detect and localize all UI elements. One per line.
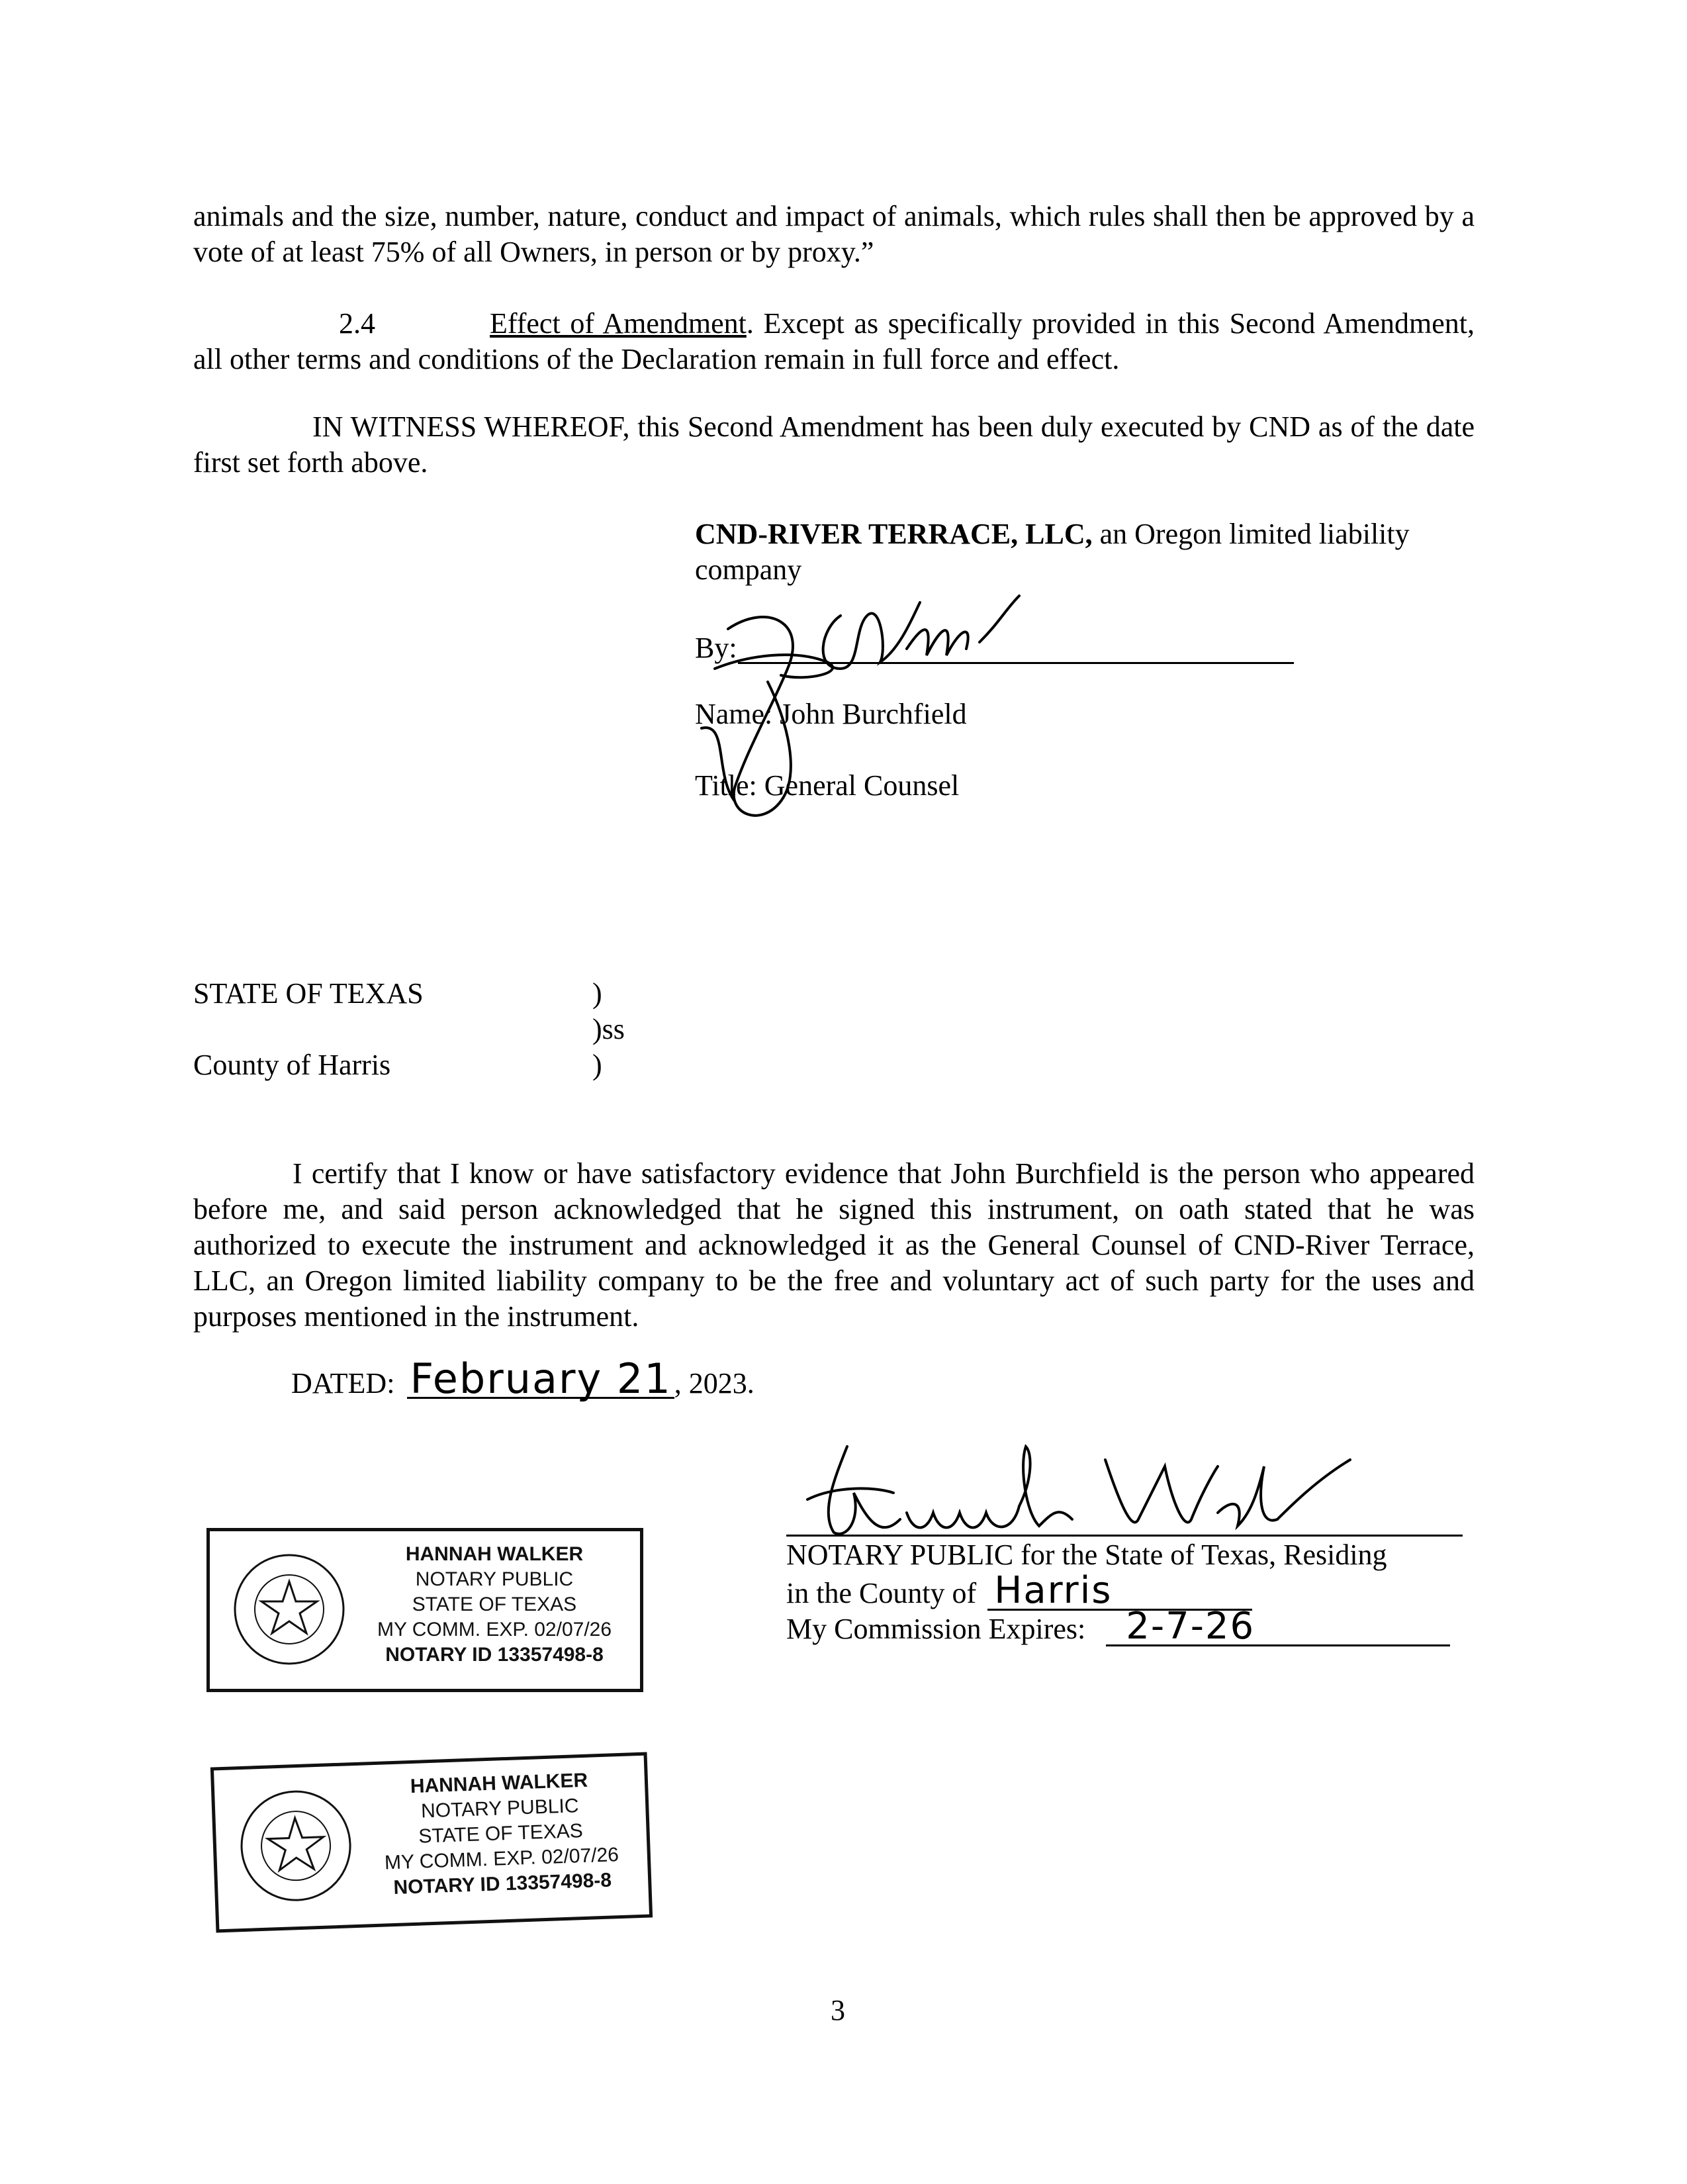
texas-seal-icon [234,1784,357,1907]
dated-year: , 2023. [674,1367,754,1400]
notary-stamp [206,1528,643,1692]
notary-county-prefix: in the County of [786,1577,977,1609]
dated-line [291,1354,754,1403]
venue-county: County of Harris [193,1049,391,1081]
venue-paren-3: ) [592,1049,602,1081]
certification-paragraph: I certify that I know or have satisfactory evidence that John Burchfield is the person who appeared before me, and said person acknowledged that he signed this instrument, on oath stated that he was authorized to execute the instrument and acknowledged it as the General Counsel of CND-River Terrace, LLC, an Oregon limited liability company to be the free and voluntary act of such party for the uses and purposes mentioned in the instrument. [193,1157,1475,1333]
company-description: an Oregon limited liability company [695,518,1410,586]
dated-handwritten: February 21 [407,1361,674,1399]
notary-expiry-handwritten: 2-7-26 [1106,1609,1450,1646]
notary-stamp [210,1752,653,1933]
signer-name: Name: John Burchfield [695,698,967,730]
by-label: By: [695,632,737,664]
stamp-title: NOTARY PUBLIC [415,1568,574,1590]
page-number: 3 [831,1994,845,2026]
stamp-title: NOTARY PUBLIC [420,1795,579,1823]
dated-label: DATED: [291,1367,395,1400]
notary-county-handwritten: Harris [987,1573,1252,1611]
section-body: . Except as specifically provided in this Second Amendment, all other terms and conditions of the Declaration remain in full force and effect. [193,307,1475,375]
venue-paren-ss: )ss [592,1013,625,1045]
stamp-state: STATE OF TEXAS [412,1593,577,1615]
texas-seal-icon [230,1550,349,1669]
stamp-expiry: MY COMM. EXP. 02/07/26 [384,1844,619,1874]
stamp-id: NOTARY ID 13357498-8 [392,1869,612,1899]
notary-line-3 [786,1605,1450,1648]
company-name: CND-RIVER TERRACE, LLC, [695,518,1093,550]
venue-paren-1: ) [592,977,602,1010]
notary-line-1: NOTARY PUBLIC for the State of Texas, Residing [786,1539,1387,1571]
stamp-expiry: MY COMM. EXP. 02/07/26 [377,1619,612,1640]
notary-expiry-prefix: My Commission Expires: [786,1613,1086,1645]
notary-signature [794,1440,1363,1546]
witness-paragraph: IN WITNESS WHEREOF, this Second Amendment has been duly executed by CND as of the date first set forth above. [193,410,1475,479]
stamp-name: HANNAH WALKER [410,1769,588,1798]
stamp-state: STATE OF TEXAS [418,1820,584,1848]
section-title: Effect of Amendment [490,307,747,340]
stamp-name: HANNAH WALKER [405,1543,584,1565]
notary-signature-line [786,1535,1463,1537]
signer-title: Title: General Counsel [695,769,960,802]
paragraph-continuation: animals and the size, number, nature, conduct and impact of animals, which rules shall then be approved by a vote of at least 75% of all Owners, in person or by proxy.” [193,200,1475,268]
venue-state: STATE OF TEXAS [193,977,424,1010]
section-number: 2.4 [339,307,375,340]
stamp-id: NOTARY ID 13357498-8 [385,1644,604,1666]
section-2-4 [193,306,1475,377]
